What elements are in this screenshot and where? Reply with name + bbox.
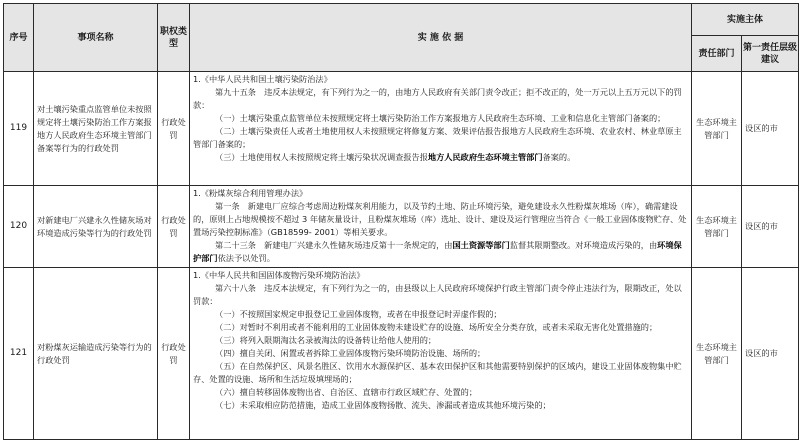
basis-paragraph: （六）擅自转移固体废物出省、自治区、直辖市行政区域贮存、处置的； — [215, 387, 478, 397]
authority-type: 行政处罚 — [158, 186, 190, 268]
header-no: 序号 — [4, 4, 34, 72]
legal-basis — [190, 72, 692, 186]
law-title: 1.《粉煤灰综合利用管理办法》 — [193, 188, 308, 198]
basis-paragraph: 第一条 新建电厂应综合考虑周边粉煤灰利用能力，以及节约土地、防止环境污染，避免建设永久性粉煤灰堆场（库），确需建设的，原则上占地规模按不超过 3 年储灰量设计，且粉煤灰堆场（库）选址、设计、建设及运行管理应当符合《一般工业固体废物贮存、处置场污染控制标准》（GB18599- 2001）等相关要求。 — [193, 201, 687, 237]
row-number: 121 — [4, 268, 34, 440]
highlight-department: 环境保护部门 — [193, 240, 682, 263]
basis-paragraph: （二）对暂时不利用或者不能利用的工业固体废物未建设贮存的设施、场所安全分类存放，或者未采取无害化处置措施的； — [215, 322, 658, 332]
legal-basis — [190, 268, 692, 440]
basis-paragraph: （三）土地使用权人未按照规定将土壤污染状况调查报告报地方人民政府生态环境主管部门备案的。 — [215, 152, 576, 162]
legal-basis — [190, 186, 692, 268]
table-row — [4, 268, 799, 440]
item-name: 对粉煤灰运输造成污染等行为的行政处罚 — [34, 268, 158, 440]
header-name: 事项名称 — [34, 4, 158, 72]
basis-paragraph: 第九十五条 违反本法规定，有下列行为之一的，由地方人民政府有关部门责令改正；拒不改正的，处一万元以上五万元以下的罚款： — [193, 87, 682, 110]
first-level: 设区的市 — [742, 186, 799, 268]
authority-type: 行政处罚 — [158, 268, 190, 440]
responsible-unit: 生态环境主管部门 — [692, 186, 742, 268]
header-basis: 实 施 依 据 — [190, 4, 692, 72]
first-level: 设区的市 — [742, 268, 799, 440]
item-name: 对土壤污染重点监管单位未按照规定将土壤污染防治工作方案报地方人民政府生态环境主管部门备案等行为的行政处罚 — [34, 72, 158, 186]
table-row — [4, 72, 799, 186]
highlight-department: 国土资源等部门 — [452, 240, 510, 250]
basis-paragraph: （一）土壤污染重点监管单位未按照规定将土壤污染防治工作方案报地方人民政府生态环境、工业和信息化主管部门备案的； — [215, 113, 666, 123]
authority-type: 行政处罚 — [158, 72, 190, 186]
table-row — [4, 186, 799, 268]
header-first: 第一责任层级建议 — [742, 36, 799, 72]
basis-paragraph: （一）不按照国家规定申报登记工业固体废物，或者在申报登记时弄虚作假的； — [215, 309, 502, 319]
law-title: 1.《中华人民共和国土壤污染防治法》 — [193, 74, 332, 84]
row-number: 119 — [4, 72, 34, 186]
item-name: 对新建电厂兴建永久性储灰场对环境造成污染等行为的行政处罚 — [34, 186, 158, 268]
basis-paragraph: （三）将列入限期淘汰名录被淘汰的设备转让给他人使用的； — [215, 335, 437, 345]
header-unit: 责任部门 — [692, 36, 742, 72]
row-number: 120 — [4, 186, 34, 268]
law-title: 1.《中华人民共和国固体废物污染环境防治法》 — [193, 270, 365, 280]
regulation-table — [3, 3, 799, 440]
responsible-unit: 生态环境主管部门 — [692, 268, 742, 440]
first-level: 设区的市 — [742, 72, 799, 186]
basis-paragraph: （四）擅自关闭、闲置或者拆除工业固体废物污染环境防治设施、场所的； — [215, 348, 486, 358]
basis-paragraph: 第二十三条 新建电厂兴建永久性储灰场违反第十一条规定的，由国土资源等部门监督其限期整改。对环境造成污染的，由环境保护部门依法予以处罚。 — [193, 240, 682, 263]
basis-paragraph: （七）未采取相应防范措施，造成工业固体废物扬散、流失、渗漏或者造成其他环境污染的； — [215, 400, 551, 410]
highlight-department: 地方人民政府生态环境主管部门 — [427, 152, 543, 162]
header-subject: 实施主体 — [692, 4, 799, 36]
basis-paragraph: 第六十八条 违反本法规定，有下列行为之一的，由县级以上人民政府环境保护行政主管部门责令停止违法行为，限期改正，处以罚款： — [193, 283, 682, 306]
basis-paragraph: （五）在自然保护区、风景名胜区、饮用水水源保护区、基本农田保护区和其他需要特别保护的区域内，建设工业固体废物集中贮存、处置的设施、场所和生活垃圾填埋场的； — [193, 361, 682, 384]
responsible-unit: 生态环境主管部门 — [692, 72, 742, 186]
header-type: 职权类型 — [158, 4, 190, 72]
basis-paragraph: （二）土壤污染责任人或者土地使用权人未按照规定将修复方案、效果评估报告报地方人民政府生态环境、农业农村、林业草原主管部门备案的； — [193, 126, 682, 149]
